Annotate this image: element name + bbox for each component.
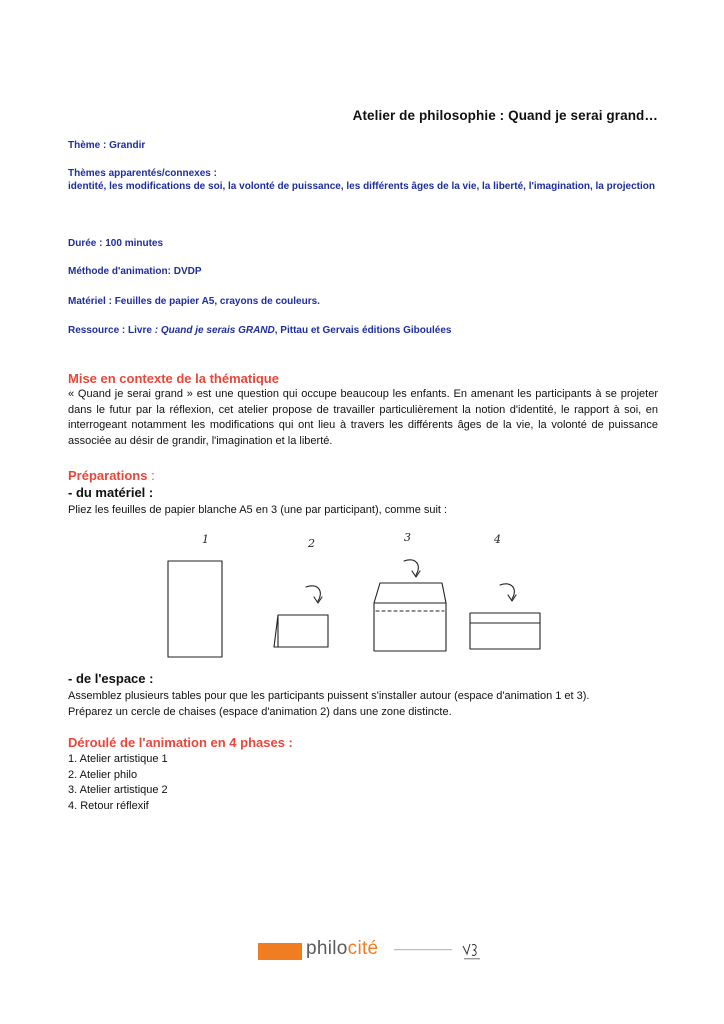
page-title: Atelier de philosophie : Quand je serai grand… <box>352 108 658 123</box>
material-subheading: - du matériel : <box>68 485 154 500</box>
related-themes-value: identité, les modifications de soi, la volonté de puissance, les différents âges de la vie, la liberté, l'imagination, la projection <box>68 181 655 192</box>
fold-sheet-1 <box>168 561 222 657</box>
material-instructions: Pliez les feuilles de papier blanche A5 en 3 (une par participant), comme suit : <box>68 504 448 516</box>
context-heading: Mise en contexte de la thématique <box>68 371 279 386</box>
fold-arrow-2 <box>306 586 320 601</box>
logo-main-text: philo <box>306 938 348 959</box>
fold-step-3: 3 <box>404 531 411 544</box>
resource-line <box>68 324 656 337</box>
fold-sheet-4 <box>470 613 540 649</box>
theme-value: Grandir <box>109 140 146 151</box>
material-value: Feuilles de papier A5, crayons de couleurs. <box>114 296 320 307</box>
material-line <box>68 295 656 308</box>
partner-seal <box>458 940 486 962</box>
phase-item: 1. Atelier artistique 1 <box>68 753 168 765</box>
preparations-heading <box>68 468 155 483</box>
method-value: DVDP <box>173 266 202 277</box>
space-instructions-2: Préparez un cercle de chaises (espace d'animation 2) dans une zone distincte. <box>68 706 452 718</box>
phases-list <box>68 752 168 814</box>
duration-label: Durée : <box>68 238 106 249</box>
fold-step-4: 4 <box>494 533 501 546</box>
fold-sheet-3 <box>374 583 446 651</box>
phase-item: 2. Atelier philo <box>68 768 138 781</box>
philocite-logo <box>306 938 378 960</box>
space-instructions-1: Assemblez plusieurs tables pour que les participants puissent s'installer autour (espace d'animation 1 et 3). <box>68 690 590 702</box>
theme-label: Thème : <box>68 140 110 151</box>
fold-step-2: 2 <box>308 537 315 550</box>
method-line <box>68 265 656 278</box>
method-label: Méthode d'animation: <box>68 266 174 277</box>
footer-fineprint <box>394 947 454 954</box>
theme-line <box>68 139 656 152</box>
resource-rest: , Pittau et Gervais éditions Giboulées <box>274 325 452 336</box>
duration-line <box>68 237 656 250</box>
footer-logo <box>258 940 498 968</box>
preparations-heading-suffix: : <box>147 468 155 483</box>
fold-step-1: 1 <box>202 533 209 546</box>
resource-label: Ressource : Livre <box>68 325 155 336</box>
logo-accent-text: cité <box>347 938 379 959</box>
duration-value: 100 minutes <box>105 238 164 249</box>
phases-heading: Déroulé de l'animation en 4 phases : <box>68 735 293 750</box>
logo-orange-bar <box>258 943 302 960</box>
material-label: Matériel : <box>68 296 115 307</box>
fold-arrow-3 <box>404 560 418 575</box>
fold-sheet-2 <box>274 615 328 647</box>
fold-arrow-4 <box>500 584 514 599</box>
phase-item: 3. Atelier artistique 2 <box>68 784 168 796</box>
related-themes-label: Thèmes apparentés/connexes : <box>68 168 217 179</box>
context-text: « Quand je serai grand » est une question qui occupe beaucoup les enfants. En amenant les participants à se projeter dans le futur par la réflexion, cet atelier propose de travailler particulièrement la notion d'identité, le rapport à soi, en interrogeant notamment les modifications qui ont lieu à travers les différents âges de la vie, la volonté de puissance associée au désir de grandir, l'imagination et la liberté. <box>68 388 658 447</box>
phase-item: 4. Retour réflexif <box>68 799 149 812</box>
preparations-heading-text: Préparations <box>68 468 148 483</box>
folding-illustration <box>128 527 588 667</box>
resource-title: : Quand je serais GRAND <box>154 325 275 336</box>
space-subheading: - de l'espace : <box>68 671 154 686</box>
